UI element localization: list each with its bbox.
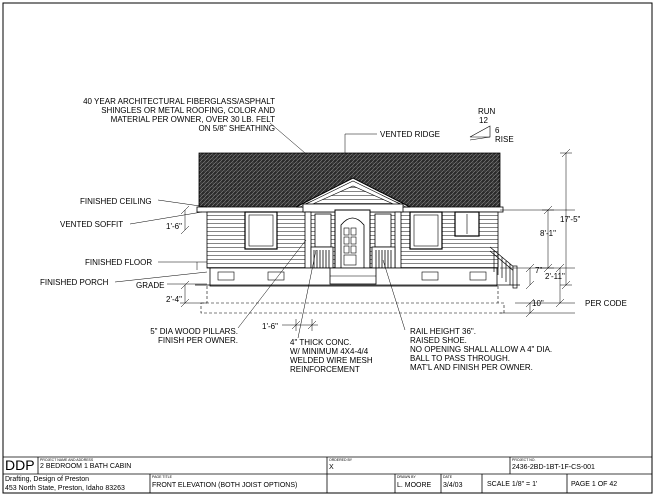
per-code-note: PER CODE bbox=[585, 299, 627, 308]
firm-name: Drafting, Design of Preston bbox=[5, 476, 90, 483]
date-label: DATE bbox=[443, 475, 453, 479]
finished-ceiling-note: FINISHED CEILING bbox=[80, 197, 152, 206]
firm-address: 453 North State, Preston, Idaho 83263 bbox=[5, 485, 125, 492]
pillars-note: 5" DIA WOOD PILLARS. FINISH PER OWNER. bbox=[150, 327, 238, 345]
concrete-note: 4" THICK CONC. W/ MINIMUM 4X4-4/4 WELDED WIRE MESH REINFORCEMENT bbox=[290, 338, 373, 374]
project-no-label: PROJECT NO. bbox=[512, 458, 536, 462]
step-dimension: 7" bbox=[535, 266, 543, 275]
pillar-right bbox=[395, 212, 401, 268]
footing-dimension: 10" bbox=[532, 299, 544, 308]
pitch-indicator bbox=[470, 126, 490, 137]
page-title-label: PAGE TITLE bbox=[152, 475, 172, 479]
page-title: FRONT ELEVATION (BOTH JOIST OPTIONS) bbox=[152, 482, 298, 489]
page-number: PAGE 1 OF 42 bbox=[571, 481, 618, 488]
pitch-run-value: 12 bbox=[479, 116, 488, 125]
grade-dimension: 2'-4" bbox=[166, 295, 182, 304]
total-height-dimension: 17'-5" bbox=[560, 215, 581, 224]
grade-note: GRADE bbox=[136, 281, 165, 290]
pitch-rise-value: 6 bbox=[495, 126, 500, 135]
ordered-by: X bbox=[329, 464, 334, 471]
vented-soffit-note: VENTED SOFFIT bbox=[60, 220, 124, 229]
project-name: 2 BEDROOM 1 BATH CABIN bbox=[40, 463, 132, 470]
rail-note: RAIL HEIGHT 36". RAISED SHOE. NO OPENING SHALL ALLOW A 4" DIA. BALL TO PASS THROUGH. MAT'L AND FINISH PER OWNER. bbox=[410, 327, 553, 372]
footings bbox=[201, 286, 504, 313]
pitch-run-label: RUN bbox=[478, 107, 496, 116]
firm-logo: DDP bbox=[5, 457, 35, 473]
finished-porch-note: FINISHED PORCH bbox=[40, 278, 109, 287]
date: 3/4/03 bbox=[443, 482, 463, 489]
drawn-by-label: DRAWN BY bbox=[397, 475, 416, 479]
project-name-label: PROJECT NAME AND ADDRESS bbox=[40, 458, 94, 462]
finished-floor-note: FINISHED FLOOR bbox=[85, 258, 153, 267]
scale: SCALE 1/8" = 1' bbox=[487, 481, 538, 488]
roofing-note: 40 YEAR ARCHITECTURAL FIBERGLASS/ASPHALT SHINGLES OR METAL ROOFING, COLOR AND MATERIAL PER OWNER, OVER 30 LB. FELT ON 5/8" SHEATHING bbox=[83, 97, 275, 133]
pillar-dimension: 1'-6" bbox=[262, 322, 278, 331]
soffit-dimension: 1'-6" bbox=[166, 222, 182, 231]
wall-height-dimension: 8'-1" bbox=[540, 229, 556, 238]
foundation-dimension: 2'-11" bbox=[545, 272, 565, 281]
pitch-rise-label: RISE bbox=[495, 135, 514, 144]
vented-ridge-note: VENTED RIDGE bbox=[380, 130, 441, 139]
ordered-by-label: ORDERED BY bbox=[329, 458, 353, 462]
drawn-by: L. MOORE bbox=[397, 482, 432, 489]
project-no: 2436-2BD-1BT-1F-CS-001 bbox=[512, 464, 595, 471]
